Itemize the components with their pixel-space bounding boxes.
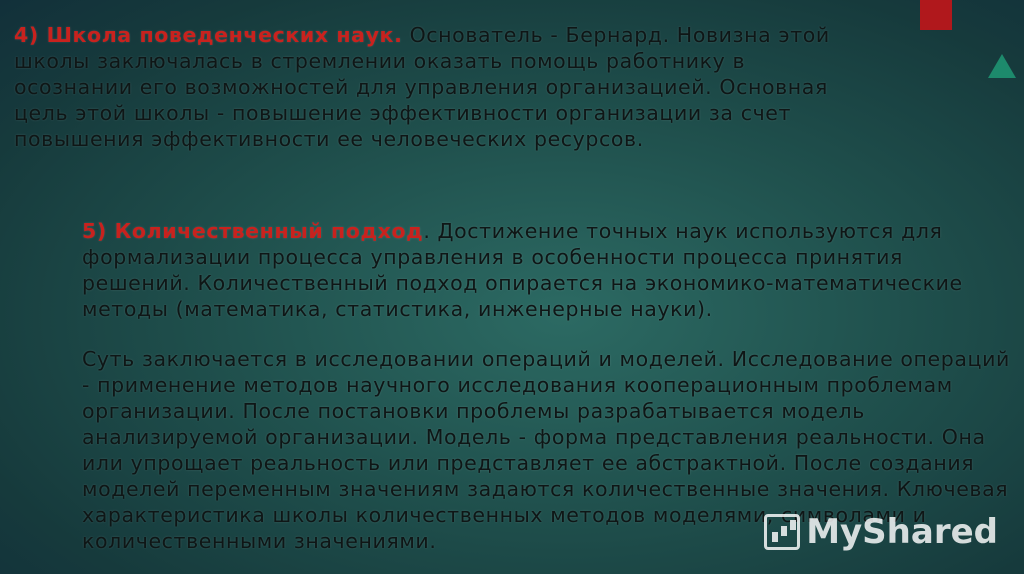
watermark-text: MyShared — [806, 512, 998, 552]
accent-bar — [920, 0, 952, 30]
paragraph-quantitative-approach — [82, 218, 997, 322]
chart-icon — [764, 514, 800, 550]
watermark — [764, 512, 998, 552]
text-behavioral-school: Основатель - Бернард. Новизна этой школы заключалась в стремлении оказать помощь работнику в осознании его возможностей для управления организацией. Основная цель этой школы - повышение эффективности организации за счет повышения эффективности ее человеческих ресурсов. — [14, 23, 830, 151]
heading-quantitative-approach: 5) Количественный подход — [82, 219, 424, 243]
paragraph-behavioral-school — [14, 22, 854, 152]
paragraph-operations-research: Суть заключается в исследовании операций и моделей. Исследование операций - применение методов научного исследования кооперационным проблемам организации. После постановки проблемы разрабатывается модель анализируемой организации. Модель - форма представления реальности. Она или упрощает реальность или представляет ее абстрактной. После создания моделей переменным значениям задаются количественные значения. Ключевая характеристика школы количественных методов моделями, символами и количественными значениями. — [82, 347, 1010, 553]
text-quantitative-approach: . Достижение точных наук используются для формализации процесса управления в особенности процесса принятия решений. Количественный подход опирается на экономико-математические методы (математика, статистика, инженерные науки). — [82, 219, 963, 321]
heading-behavioral-school: 4) Школа поведенческих наук. — [14, 23, 403, 47]
triangle-icon — [988, 54, 1016, 78]
